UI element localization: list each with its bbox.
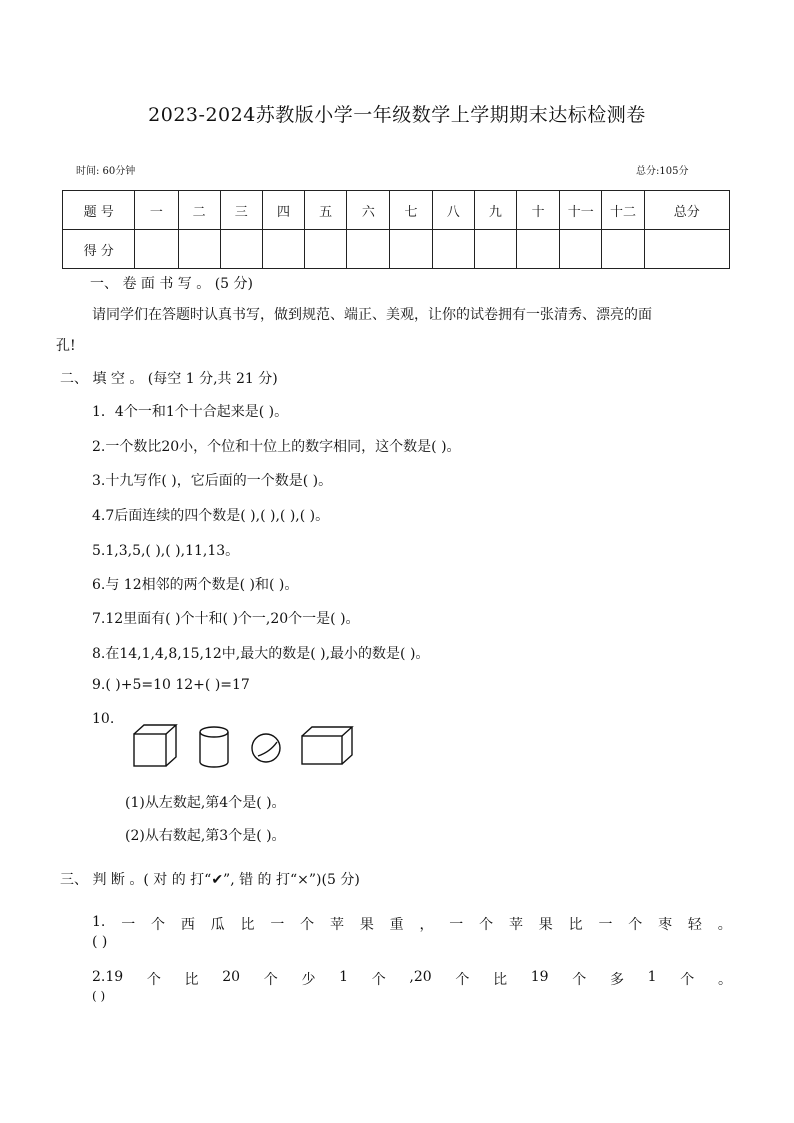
judgement-2-word: 1 (647, 969, 657, 985)
cylinder-icon (200, 727, 228, 767)
table-header-cell: 四 (262, 191, 304, 230)
judgement-1-word: 个 (628, 917, 643, 933)
score-cell[interactable] (560, 230, 602, 269)
section-2-heading: 二、 填 空 。 (每空 1 分,共 21 分) (60, 371, 278, 387)
judgement-1 (92, 914, 732, 934)
judgement-2-word: 比 (493, 972, 508, 988)
score-row-label: 得 分 (63, 230, 135, 269)
judgement-1-word: 苹 (508, 917, 523, 933)
judgement-2-word: 多 (609, 972, 624, 988)
judgement-1-word: 比 (240, 917, 255, 933)
question-5: 5.1,3,5,( ),( ),11,13。 (92, 543, 240, 559)
section-3-heading: 三、 判 断 。( 对 的 打“✔”, 错 的 打“×”)(5 分) (60, 872, 360, 888)
question-8: 8.在14,1,4,8,15,12中,最大的数是( ),最小的数是( )。 (92, 646, 430, 662)
exam-time: 时间: 60分钟 (76, 166, 136, 177)
judgement-1-word: 一 (121, 917, 136, 933)
judgement-1-word: 1. (92, 914, 106, 930)
score-cell[interactable] (474, 230, 516, 269)
score-cell[interactable] (135, 230, 178, 269)
table-header-cell: 三 (220, 191, 262, 230)
question-10: 10. (92, 711, 115, 727)
score-cell[interactable] (347, 230, 390, 269)
judgement-2-word: 个 (680, 972, 695, 988)
judgement-1-word: 果 (359, 917, 374, 933)
question-1: 1．4个一和1个十合起来是( )。 (92, 404, 289, 420)
judgement-2-word: 个 (572, 972, 587, 988)
judgement-2-word: 个 (146, 972, 161, 988)
judgement-1-word: ， (419, 917, 434, 933)
judgement-1-word: 西 (180, 917, 195, 933)
table-header-cell: 五 (305, 191, 347, 230)
judgement-1-word: 个 (151, 917, 166, 933)
score-cell[interactable] (390, 230, 432, 269)
judgement-1-word: 。 (717, 917, 732, 933)
judgement-2 (92, 969, 732, 989)
judgement-2-word: 少 (301, 972, 316, 988)
table-header-cell: 十 (517, 191, 560, 230)
table-header-cell: 九 (474, 191, 516, 230)
judgement-1-word: 一 (449, 917, 464, 933)
judgement-2-word: 比 (184, 972, 199, 988)
judgement-1-word: 重 (389, 917, 404, 933)
score-table (62, 190, 730, 269)
score-cell[interactable] (602, 230, 644, 269)
exam-title: 2023-2024苏教版小学一年级数学上学期期末达标检测卷 (148, 104, 646, 126)
judgement-1-word: 一 (270, 917, 285, 933)
judgement-2-word: 2.19 (92, 969, 124, 985)
section-1-text-line-2: 孔! (56, 338, 76, 354)
score-cell[interactable] (517, 230, 560, 269)
score-cell[interactable] (432, 230, 474, 269)
question-2: 2.一个数比20小，个位和十位上的数字相同，这个数是( )。 (92, 439, 461, 455)
judgement-2-word: 个 (263, 972, 278, 988)
section-1-heading: 一、 卷 面 书 写 。 (5 分) (90, 276, 253, 292)
judgement-1-word: 瓜 (210, 917, 225, 933)
score-table-score-row (63, 230, 730, 269)
judgement-2-word: 1 (339, 969, 349, 985)
score-cell[interactable] (178, 230, 220, 269)
table-header-cell: 一 (135, 191, 178, 230)
score-cell[interactable] (305, 230, 347, 269)
judgement-2-word: 。 (717, 972, 732, 988)
question-7: 7.12里面有( )个十和( )个一,20个一是( )。 (92, 611, 360, 627)
table-header-cell: 十二 (602, 191, 644, 230)
table-header-cell: 二 (178, 191, 220, 230)
judgement-1-word: 果 (538, 917, 553, 933)
question-6: 6.与 12相邻的两个数是( )和( )。 (92, 577, 299, 593)
solid-shapes-row (130, 722, 360, 772)
judgement-2-word: 个 (371, 972, 386, 988)
judgement-1-word: 枣 (658, 917, 673, 933)
question-3: 3.十九写作( )，它后面的一个数是( )。 (92, 473, 333, 489)
cuboid-icon (302, 727, 352, 764)
score-cell[interactable] (262, 230, 304, 269)
score-cell[interactable] (220, 230, 262, 269)
question-4: 4.7后面连续的四个数是( ),( ),( ),( )。 (92, 508, 330, 524)
judgement-1-word: 一 (598, 917, 613, 933)
table-header-cell: 题 号 (63, 191, 135, 230)
judgement-1-word: 比 (568, 917, 583, 933)
question-9: 9.( )+5=10 12+( )=17 (92, 677, 250, 693)
judgement-2-answer-blank[interactable]: ( ) (92, 989, 106, 1003)
score-table-header-row (63, 191, 730, 230)
judgement-2-word: 个 (455, 972, 470, 988)
exam-total-score: 总分:105分 (636, 166, 689, 177)
section-1-text-line-1: 请同学们在答题时认真书写，做到规范、端正、美观，让你的试卷拥有一张清秀、漂亮的面 (92, 307, 652, 323)
judgement-1-word: 苹 (329, 917, 344, 933)
table-header-cell: 总分 (644, 191, 729, 230)
judgement-1-answer-blank[interactable]: ( ) (92, 934, 108, 950)
score-cell[interactable] (644, 230, 729, 269)
table-header-cell: 七 (390, 191, 432, 230)
table-header-cell: 十一 (560, 191, 602, 230)
table-header-cell: 六 (347, 191, 390, 230)
question-10-part-1: (1)从左数起,第4个是( )。 (125, 795, 286, 811)
sphere-icon (252, 734, 280, 762)
judgement-1-word: 个 (300, 917, 315, 933)
table-header-cell: 八 (432, 191, 474, 230)
judgement-2-word: 20 (222, 969, 241, 985)
cube-icon (134, 725, 176, 766)
judgement-1-word: 个 (479, 917, 494, 933)
judgement-1-word: 轻 (687, 917, 702, 933)
judgement-2-word: 19 (530, 969, 549, 985)
judgement-2-word: ,20 (409, 969, 432, 985)
question-10-part-2: (2)从右数起,第3个是( )。 (125, 828, 286, 844)
